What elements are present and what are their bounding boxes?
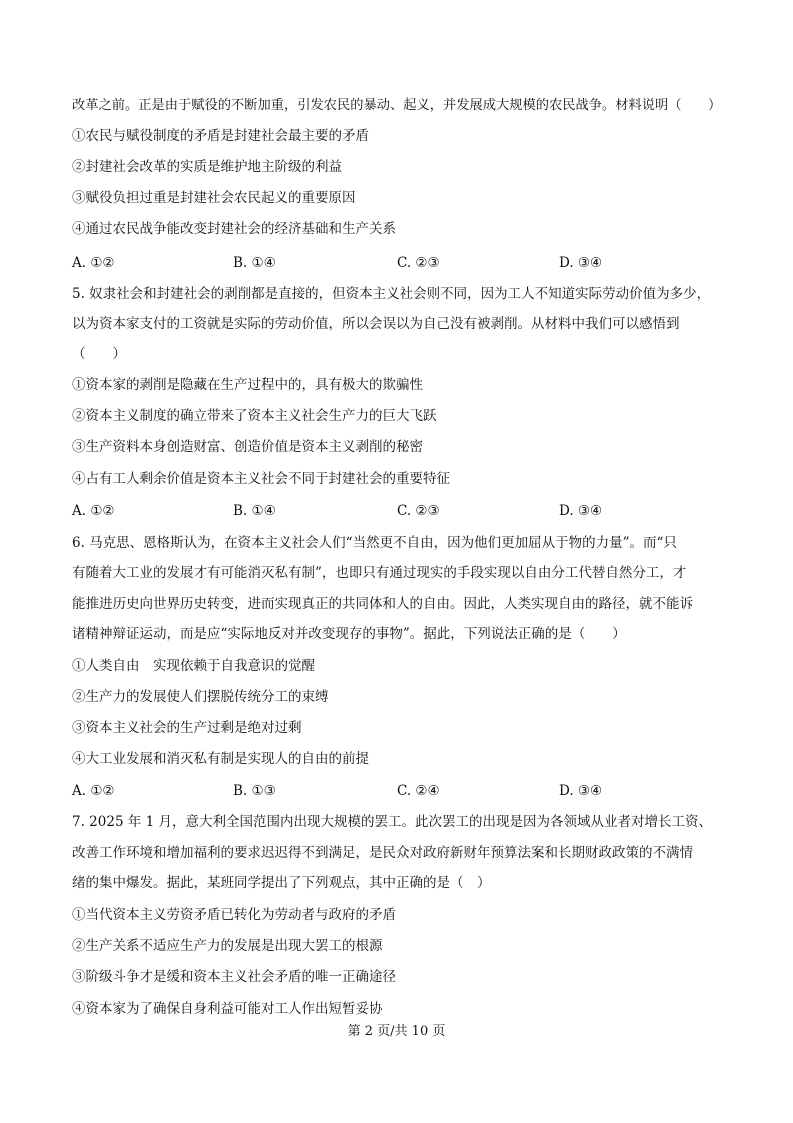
q7-stem-line-3: 绪的集中爆发。据此，某班同学提出了下列观点，其中正确的是（ ） xyxy=(72,875,491,891)
q6-option-d[interactable]: D. ③④ xyxy=(559,783,603,799)
q6-option-b[interactable]: B. ①③ xyxy=(233,783,276,799)
q7-statement-2: ②生产关系不适应生产力的发展是出现大罢工的根源 xyxy=(72,938,383,954)
q5-options xyxy=(72,501,732,521)
q6-stem-line-2: 有随着大工业的发展才有可能消灭私有制”，也即只有通过现实的手段实现以自由分工代替自然分工，才 xyxy=(72,565,687,581)
q4-option-d[interactable]: D. ③④ xyxy=(559,255,603,271)
q6-statement-4: ④大工业发展和消灭私有制是实现人的自由的前提 xyxy=(72,751,369,767)
q4-option-b[interactable]: B. ①④ xyxy=(233,255,276,271)
q6-statement-1: ①人类自由 实现依赖于自我意识的觉醒 xyxy=(72,658,315,674)
q7-statement-3: ③阶级斗争才是缓和资本主义社会矛盾的唯一正确途径 xyxy=(72,969,396,985)
q6-stem-line-3: 能推进历史向世界历史转变，进而实现真正的共同体和人的自由。因此，人类实现自由的路径，就不能诉 xyxy=(72,596,693,612)
q4-stem-end: 改革之前。正是由于赋役的不断加重，引发农民的暴动、起义，并发展成大规模的农民战争。材料说明（ ） xyxy=(72,98,722,113)
q6-option-a[interactable]: A. ①② xyxy=(72,783,115,799)
q5-statement-1: ①资本家的剥削是隐藏在生产过程中的，具有极大的欺骗性 xyxy=(72,377,423,393)
q4-options xyxy=(72,253,732,273)
page-number: 第 2 页/共 10 页 xyxy=(347,1024,446,1039)
q5-option-c[interactable]: C. ②③ xyxy=(397,503,440,519)
q7-stem-line-1: 7. 2025 年 1 月，意大利全国范围内出现大规模的罢工。此次罢工的出现是因为各领域从业者对增长工资、 xyxy=(72,814,712,830)
q6-stem-line-4: 诸精神辩证运动，而是应“实际地反对并改变现存的事物”。据此，下列说法正确的是（ ） xyxy=(72,626,626,642)
q7-statement-4: ④资本家为了确保自身利益可能对工人作出短暂妥协 xyxy=(72,1001,383,1017)
q6-options xyxy=(72,781,732,801)
q7-stem-line-2: 改善工作环境和增加福利的要求迟迟得不到满足，是民众对政府新财年预算法案和长期财政政策的不满情 xyxy=(72,845,693,861)
q4-statement-4: ④通过农民战争能改变封建社会的经济基础和生产关系 xyxy=(72,221,396,237)
q6-stem-line-1: 6. 马克思、恩格斯认为，在资本主义社会人们“当然更不自由，因为他们更加屈从于物的力量”。而“只 xyxy=(72,535,677,551)
q5-option-a[interactable]: A. ①② xyxy=(72,503,115,519)
q4-option-c[interactable]: C. ②③ xyxy=(397,255,440,271)
q5-option-d[interactable]: D. ③④ xyxy=(559,503,603,519)
q6-option-c[interactable]: C. ②④ xyxy=(397,783,440,799)
q6-statement-2: ②生产力的发展使人们摆脱传统分工的束缚 xyxy=(72,689,329,705)
q6-statement-3: ③资本主义社会的生产过剩是绝对过剩 xyxy=(72,720,302,736)
q4-statement-3: ③赋役负担过重是封建社会农民起义的重要原因 xyxy=(72,190,356,206)
q5-statement-4: ④占有工人剩余价值是资本主义社会不同于封建社会的重要特征 xyxy=(72,471,450,487)
q5-option-b[interactable]: B. ①④ xyxy=(233,503,276,519)
q5-stem-line-1: 5. 奴隶社会和封建社会的剥削都是直接的，但资本主义社会则不同，因为工人不知道实际劳动价值为多少， xyxy=(72,286,711,302)
q5-stem-line-2: 以为资本家支付的工资就是实际的劳动价值，所以会误以为自己没有被剥削。从材料中我们可以感悟到 xyxy=(72,316,680,332)
q4-statement-1: ①农民与赋役制度的矛盾是封建社会最主要的矛盾 xyxy=(72,128,369,144)
q5-statement-3: ③生产资料本身创造财富、创造价值是资本主义剥削的秘密 xyxy=(72,439,423,455)
q4-option-a[interactable]: A. ①② xyxy=(72,255,115,271)
q5-stem-line-3: （ ） xyxy=(72,346,126,362)
q7-statement-1: ①当代资本主义劳资矛盾已转化为劳动者与政府的矛盾 xyxy=(72,907,396,923)
q5-statement-2: ②资本主义制度的确立带来了资本主义社会生产力的巨大飞跃 xyxy=(72,408,437,424)
q4-statement-2: ②封建社会改革的实质是维护地主阶级的利益 xyxy=(72,159,342,175)
